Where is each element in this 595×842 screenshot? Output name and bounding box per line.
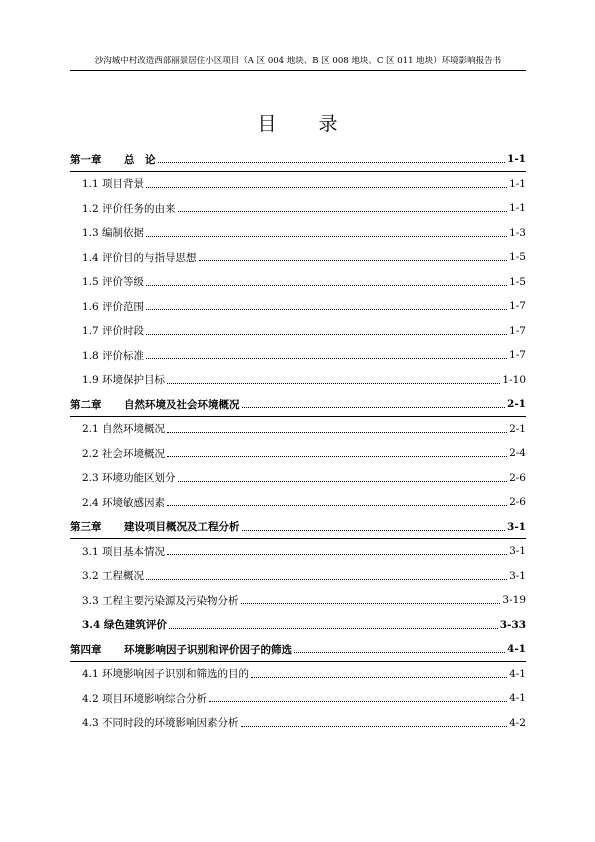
toc-page-number: 3-1	[507, 520, 526, 533]
dot-leader	[146, 578, 507, 580]
toc-entry-label: 1.6 评价范围	[82, 300, 145, 313]
toc-page-number: 2-1	[507, 398, 526, 411]
toc-entry-label	[70, 642, 292, 657]
toc-entry-label: 4.1 环境影响因子识别和筛选的目的	[82, 668, 250, 681]
dot-leader	[169, 627, 498, 629]
chapter-title: 环境影响因子识别和评价因子的筛选	[124, 643, 292, 656]
toc-page-number: 2-6	[509, 496, 526, 509]
toc-page-number: 1-5	[509, 275, 526, 288]
toc-section-entry[interactable]	[70, 539, 526, 564]
toc-page-number: 1-10	[502, 373, 526, 386]
toc-entry-label: 1.8 评价标准	[82, 349, 145, 362]
page-header: 沙沟城中村改造西部丽景居住小区项目（A 区 004 地块、B 区 008 地块、C 区 011 地块）环境影响报告书	[94, 56, 502, 66]
toc-entry-label: 1.2 评价任务的由来	[82, 202, 176, 215]
toc-section-entry[interactable]	[70, 686, 526, 711]
dot-leader	[241, 725, 508, 727]
toc-section-entry[interactable]	[70, 564, 526, 589]
toc-title: 目 录	[257, 113, 356, 135]
toc-page-number: 2-4	[509, 447, 526, 460]
dot-leader	[167, 382, 500, 384]
toc-page-number: 2-6	[509, 471, 526, 484]
toc-section-entry[interactable]	[70, 613, 526, 638]
toc-entry-label: 1.7 评价时段	[82, 325, 145, 338]
toc-chapter-entry[interactable]	[70, 515, 526, 540]
toc-page-number: 1-7	[509, 324, 526, 337]
chapter-title: 建设项目概况及工程分析	[124, 521, 240, 534]
toc-entry-label: 3.3 工程主要污染源及污染物分析	[82, 594, 239, 607]
toc-entry-label: 4.3 不同时段的环境影响因素分析	[82, 717, 239, 730]
chapter-title: 自然环境及社会环境概况	[124, 398, 240, 411]
toc-page-number: 1-1	[509, 202, 526, 215]
toc-page-number: 1-7	[509, 300, 526, 313]
toc-section-entry[interactable]	[70, 221, 526, 246]
dot-leader	[242, 406, 506, 408]
dot-leader	[167, 455, 507, 457]
toc-section-entry[interactable]	[70, 711, 526, 736]
toc-section-entry[interactable]	[70, 245, 526, 270]
toc-chapter-entry[interactable]	[70, 637, 526, 662]
dot-leader	[242, 529, 506, 531]
toc-entry-label: 1.5 评价等级	[82, 276, 145, 289]
toc-entry-label: 4.2 项目环境影响综合分析	[82, 692, 208, 705]
toc-page-number: 3-1	[509, 545, 526, 558]
toc-entry-label: 2.4 环境敏感因素	[82, 496, 166, 509]
toc-entry-label: 1.9 环境保护目标	[82, 374, 166, 387]
table-of-contents	[70, 147, 526, 735]
toc-entry-label: 1.4 评价目的与指导思想	[82, 251, 197, 264]
toc-entry-label	[70, 397, 240, 412]
toc-page-number: 1-1	[509, 177, 526, 190]
toc-entry-label: 3.1 项目基本情况	[82, 545, 166, 558]
toc-entry-label: 1.1 项目背景	[82, 178, 145, 191]
chapter-number: 第二章	[70, 398, 102, 411]
toc-page-number: 3-19	[502, 594, 526, 607]
dot-leader	[241, 602, 501, 604]
toc-entry-label: 2.2 社会环境概况	[82, 447, 166, 460]
dot-leader	[167, 431, 507, 433]
toc-page-number: 4-1	[509, 692, 526, 705]
dot-leader	[158, 161, 506, 163]
toc-section-entry[interactable]	[70, 294, 526, 319]
toc-entry-label: 3.2 工程概况	[82, 570, 145, 583]
toc-page-number: 4-2	[509, 716, 526, 729]
dot-leader	[199, 259, 508, 261]
toc-section-entry[interactable]	[70, 368, 526, 393]
dot-leader	[146, 235, 507, 237]
toc-page-number: 1-5	[509, 251, 526, 264]
chapter-title: 总 论	[124, 153, 156, 166]
toc-entry-label	[70, 152, 156, 167]
toc-section-entry[interactable]	[70, 196, 526, 221]
toc-page-number: 4-1	[509, 667, 526, 680]
toc-section-entry[interactable]	[70, 490, 526, 515]
toc-section-entry[interactable]	[70, 172, 526, 197]
dot-leader	[146, 357, 507, 359]
dot-leader	[178, 210, 508, 212]
dot-leader	[251, 676, 507, 678]
toc-section-entry[interactable]	[70, 319, 526, 344]
toc-page-number: 1-3	[509, 226, 526, 239]
chapter-number: 第一章	[70, 153, 102, 166]
toc-page-number: 3-33	[499, 618, 526, 631]
toc-page-number: 3-1	[509, 569, 526, 582]
toc-section-entry[interactable]	[70, 662, 526, 687]
toc-entry-label: 1.3 编制依据	[82, 227, 145, 240]
toc-chapter-entry[interactable]	[70, 147, 526, 172]
toc-entry-label	[70, 519, 240, 534]
chapter-number: 第四章	[70, 643, 102, 656]
chapter-number: 第三章	[70, 521, 102, 534]
toc-section-entry[interactable]	[70, 343, 526, 368]
toc-section-entry[interactable]	[70, 466, 526, 491]
header-rule	[70, 70, 526, 71]
toc-section-entry[interactable]	[70, 588, 526, 613]
dot-leader	[146, 186, 507, 188]
toc-section-entry[interactable]	[70, 270, 526, 295]
toc-section-entry[interactable]	[70, 417, 526, 442]
dot-leader	[167, 553, 507, 555]
dot-leader	[167, 504, 507, 506]
toc-entry-label: 2.1 自然环境概况	[82, 423, 166, 436]
dot-leader	[294, 651, 505, 653]
toc-entry-label: 3.4 绿色建筑评价	[82, 619, 167, 632]
dot-leader	[209, 700, 507, 702]
dot-leader	[178, 480, 508, 482]
toc-page-number: 4-1	[507, 643, 526, 656]
dot-leader	[146, 308, 507, 310]
dot-leader	[146, 284, 507, 286]
dot-leader	[146, 333, 507, 335]
toc-entry-label: 2.3 环境功能区划分	[82, 472, 176, 485]
toc-page-number: 2-1	[509, 422, 526, 435]
toc-page-number: 1-7	[509, 349, 526, 362]
toc-page-number: 1-1	[507, 153, 526, 166]
toc-section-entry[interactable]	[70, 441, 526, 466]
toc-chapter-entry[interactable]	[70, 392, 526, 417]
